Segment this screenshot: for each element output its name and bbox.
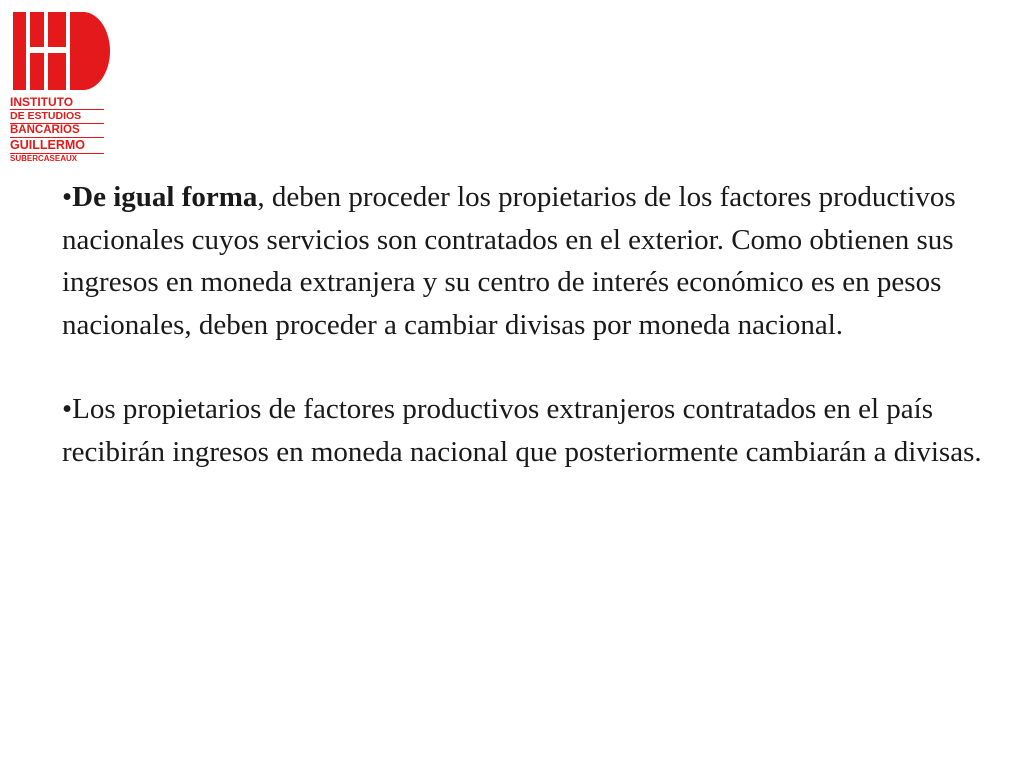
institute-logo [10,12,110,162]
logo-line-de-estudios: DE ESTUDIOS [10,110,82,122]
bullet: • [62,393,73,425]
logo-line-guillermo: GUILLERMO [10,138,85,152]
logo-line-bancarios: BANCARIOS [10,123,80,136]
paragraph-spacer [62,346,1012,388]
bold-lead-text: De igual forma [72,181,258,213]
logo-line-instituto: INSTITUTO [10,95,74,109]
paragraph-text: Los propietarios de factores productivos extranjeros contratados en el país recibirán ingresos en moneda nacional que posteriormente cambiarán a divisas. [62,393,982,468]
paragraph-de-igual-forma [62,176,1012,346]
ieb-logo-icon [13,12,110,90]
logo-line-subercaseaux: SUBERCASEAUX [10,153,78,163]
paragraph-propietarios-extranjeros [62,388,1012,473]
paragraph-text: , deben proceder los propietarios de los factores productivos nacionales cuyos servicios son contratados en el exterior. Como obtienen sus ingresos en moneda extranjera y su centro de interés económico es en pesos nacionales, deben proceder a cambiar divisas por moneda nacional. [62,181,956,341]
slide-body [62,176,1012,473]
bullet: • [62,181,73,213]
logo-text [10,96,110,163]
